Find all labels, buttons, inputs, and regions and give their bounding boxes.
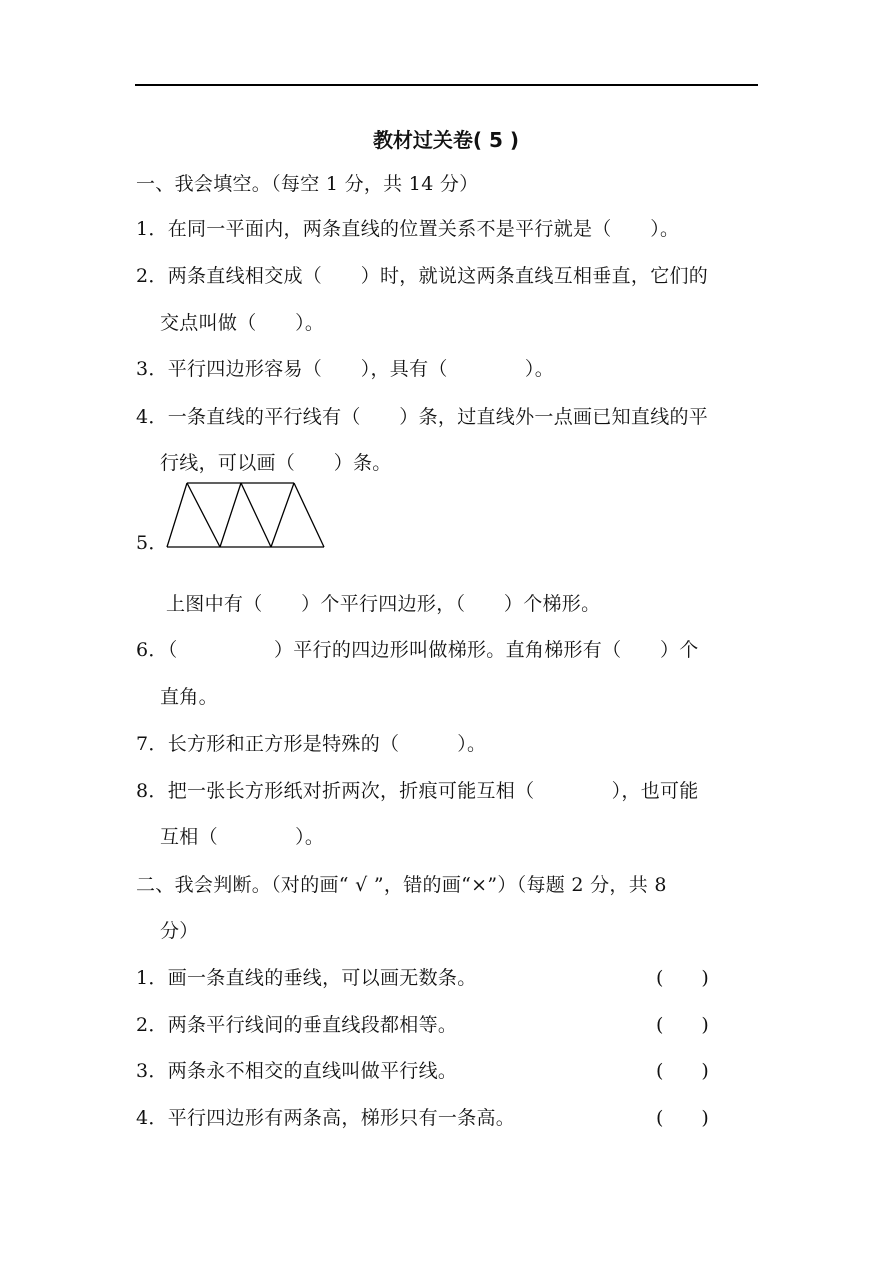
judge-item-3: 3．两条永不相交的直线叫做平行线。 — [136, 1060, 458, 1082]
question-5-text: 上图中有（ ）个平行四边形，（ ）个梯形。 — [166, 593, 601, 615]
triangle-strip-figure — [165, 481, 327, 551]
top-rule — [135, 84, 758, 86]
question-5-number: 5． — [136, 532, 168, 554]
figure-diagonal-3 — [241, 483, 271, 547]
page-title: 教材过关卷( 5 ) — [372, 128, 520, 152]
question-2-line2: 交点叫做（ ）。 — [160, 312, 325, 334]
question-2-line1: 2．两条直线相交成（ ）时，就说这两条直线互相垂直，它们的 — [136, 265, 709, 287]
figure-diagonal-1 — [187, 483, 220, 547]
question-7: 7．长方形和正方形是特殊的（ ）。 — [136, 733, 487, 755]
figure-diagonal-4 — [271, 483, 294, 547]
question-4-line2: 行线，可以画（ ）条。 — [160, 452, 392, 474]
judge-answer-box-4[interactable]: ( ) — [656, 1107, 709, 1129]
section2-heading-line1: 二、我会判断。（对的画“ √ ”，错的画“×”）（每题 2 分，共 8 — [136, 874, 667, 896]
question-8-line2: 互相（ ）。 — [160, 826, 325, 848]
question-6-line2: 直角。 — [160, 686, 218, 708]
figure-diagonal-2 — [220, 483, 241, 547]
section1-heading: 一、我会填空。（每空 1 分，共 14 分） — [136, 173, 479, 195]
figure-right-edge — [294, 483, 324, 547]
judge-answer-box-3[interactable]: ( ) — [656, 1060, 709, 1082]
judge-item-4: 4．平行四边形有两条高，梯形只有一条高。 — [136, 1107, 516, 1129]
figure-left-edge — [167, 483, 187, 547]
section2-heading-line2: 分） — [160, 920, 199, 942]
judge-answer-box-2[interactable]: ( ) — [656, 1014, 709, 1036]
judge-answer-box-1[interactable]: ( ) — [656, 967, 709, 989]
question-1: 1．在同一平面内，两条直线的位置关系不是平行就是（ ）。 — [136, 218, 680, 240]
question-4-line1: 4．一条直线的平行线有（ ）条，过直线外一点画已知直线的平 — [136, 406, 709, 428]
question-6-line1: 6．（ ）平行的四边形叫做梯形。直角梯形有（ ）个 — [136, 639, 699, 661]
question-8-line1: 8．把一张长方形纸对折两次，折痕可能互相（ ），也可能 — [136, 780, 699, 802]
judge-item-1: 1．画一条直线的垂线，可以画无数条。 — [136, 967, 477, 989]
question-3: 3．平行四边形容易（ ），具有（ ）。 — [136, 358, 554, 380]
judge-item-2: 2．两条平行线间的垂直线段都相等。 — [136, 1014, 458, 1036]
